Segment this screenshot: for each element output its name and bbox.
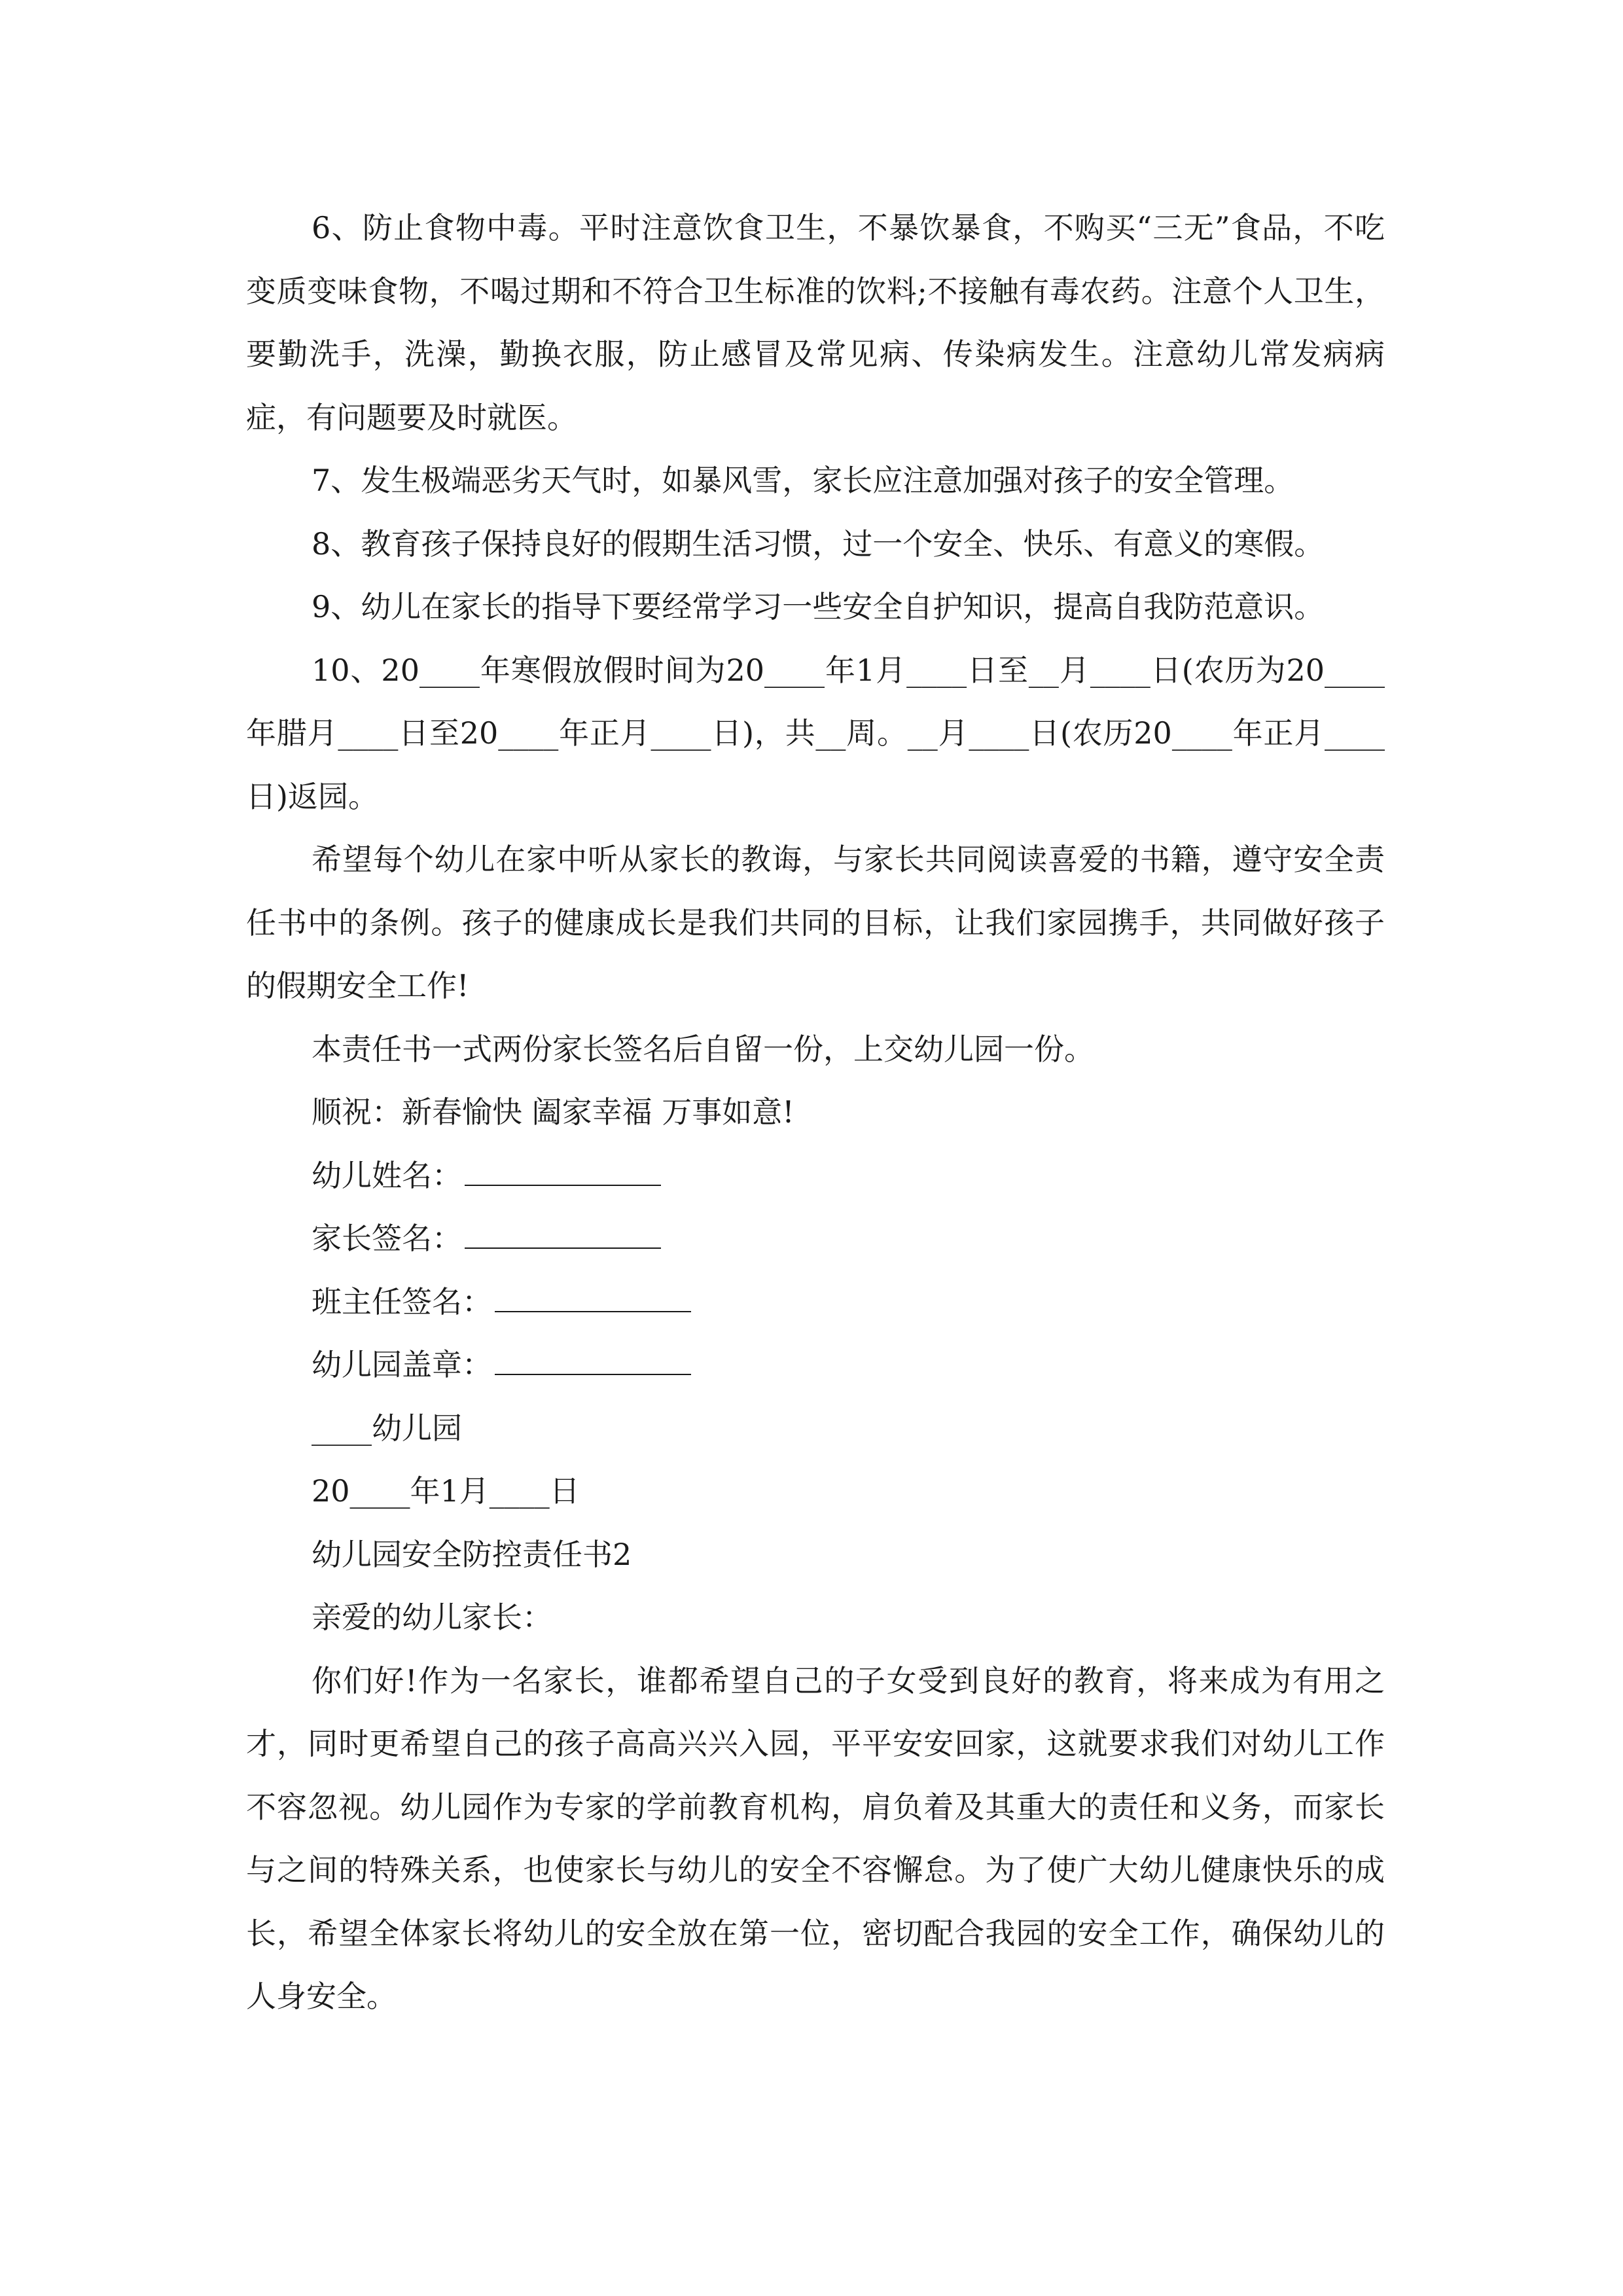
section-2-title: 幼儿园安全防控责任书2: [312, 1536, 632, 1572]
section-2-salutation: 亲爱的幼儿家长：: [312, 1600, 552, 1635]
parent-signature-field: [246, 1207, 1385, 1270]
teacher-signature-label: 班主任签名：: [312, 1283, 492, 1319]
school-seal-label: 幼儿园盖章：: [312, 1347, 492, 1382]
copies-note: 本责任书一式两份家长签名后自留一份，上交幼儿园一份。: [312, 1031, 1094, 1067]
item-7-paragraph: 7、发生极端恶劣天气时，如暴风雪，家长应注意加强对孩子的安全管理。: [312, 463, 1294, 498]
item-6-paragraph: 6、防止食物中毒。平时注意饮食卫生，不暴饮暴食，不购买“三无”食品，不吃变质变味食物，不喝过期和不符合卫生标准的饮料;不接触有毒农药。注意个人卫生，要勤洗手，洗澡，勤换衣服，防止感冒及常见病、传染病发生。注意幼儿常发病病症，有问题要及时就医。: [246, 210, 1385, 435]
child-name-blank: [465, 1158, 661, 1186]
teacher-signature-blank: [495, 1285, 691, 1312]
section-2-body: 你们好!作为一名家长，谁都希望自己的子女受到良好的教育，将来成为有用之才，同时更希望自己的孩子高高兴兴入园，平平安安回家，这就要求我们对幼儿工作不容忽视。幼儿园作为专家的学前教育机构，肩负着及其重大的责任和义务，而家长与之间的特殊关系，也使家长与幼儿的安全不容懈怠。为了使广大幼儿健康快乐的成长，希望全体家长将幼儿的安全放在第一位，密切配合我园的安全工作，确保幼儿的人身安全。: [246, 1662, 1385, 2014]
hope-paragraph: 希望每个幼儿在家中听从家长的教诲，与家长共同阅读喜爱的书籍，遵守安全责任书中的条例。孩子的健康成长是我们共同的目标，让我们家园携手，共同做好孩子的假期安全工作!: [246, 842, 1385, 1003]
parent-signature-label: 家长签名：: [312, 1221, 462, 1256]
wishes-line: 顺祝：新春愉快 阖家幸福 万事如意!: [312, 1094, 794, 1130]
item-9-paragraph: 9、幼儿在家长的指导下要经常学习一些安全自护知识，提高自我防范意识。: [312, 589, 1325, 624]
school-seal-blank: [495, 1348, 691, 1375]
item-10-paragraph: 10、20____年寒假放假时间为20____年1月____日至__月____日(农历为20____年腊月____日至20____年正月____日)，共__周。__月____日(农历20____年正月____日)返园。: [246, 652, 1385, 814]
teacher-signature-field: [246, 1270, 1385, 1334]
date-line: 20____年1月____日: [312, 1473, 580, 1509]
item-8-paragraph: 8、教育孩子保持良好的假期生活习惯，过一个安全、快乐、有意义的寒假。: [312, 526, 1325, 562]
child-name-label: 幼儿姓名：: [312, 1157, 462, 1193]
school-seal-field: [246, 1333, 1385, 1397]
child-name-field: [246, 1144, 1385, 1208]
parent-signature-blank: [465, 1221, 661, 1249]
document-content: [246, 196, 1385, 2028]
school-name-line: ____幼儿园: [312, 1410, 462, 1446]
